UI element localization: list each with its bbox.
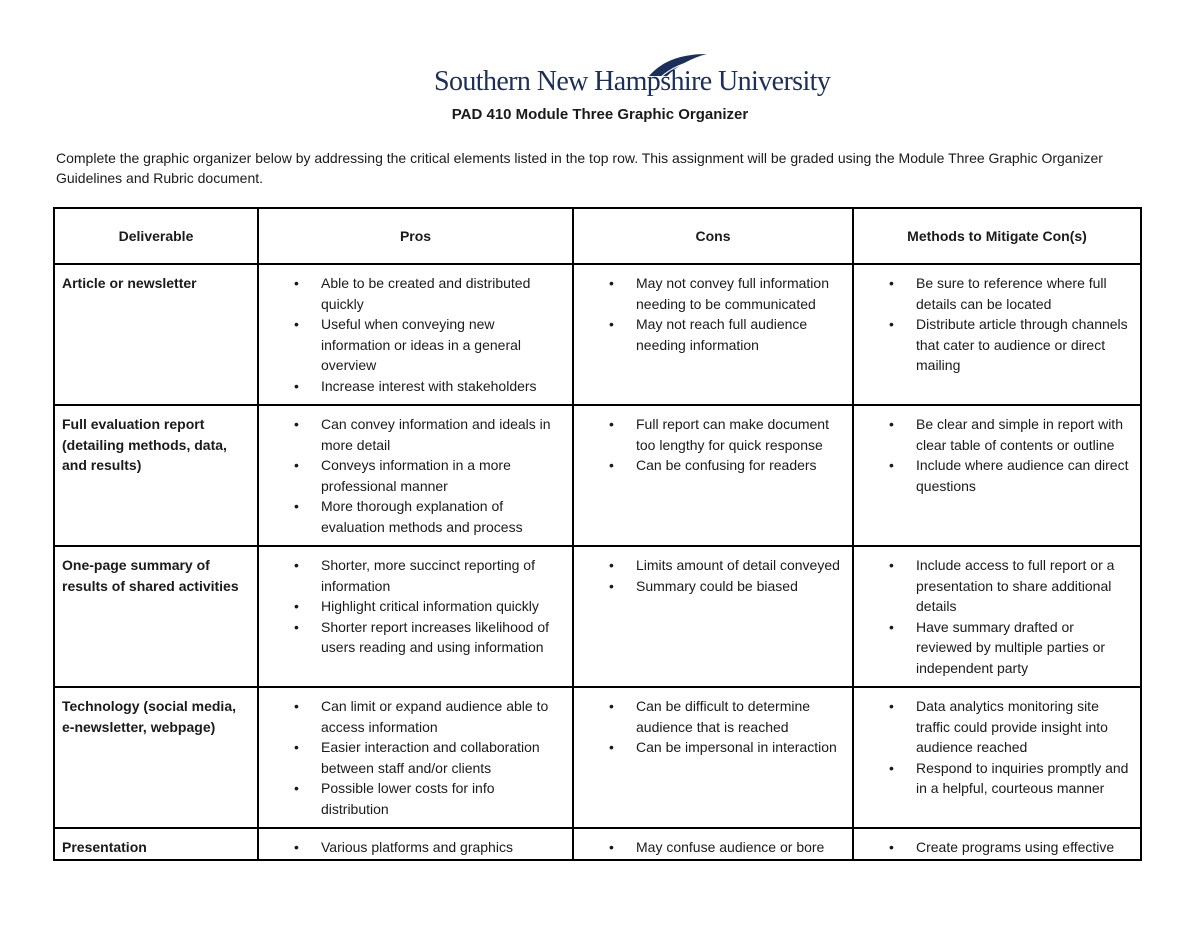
list-item: • Be clear and simple in report with clear table of contents or outline: [861, 414, 1133, 455]
list-item: • Respond to inquiries promptly and in a helpful, courteous manner: [861, 758, 1133, 799]
list-item: • May confuse audience or bore: [581, 837, 845, 858]
list-item: • Can limit or expand audience able to access information: [266, 696, 565, 737]
header-deliverable: Deliverable: [54, 208, 258, 264]
list-item: • Increase interest with stakeholders: [266, 376, 565, 397]
list-item: • Can convey information and ideals in more detail: [266, 414, 565, 455]
list-item: • More thorough explanation of evaluation methods and process: [266, 496, 565, 537]
list-item: • Data analytics monitoring site traffic could provide insight into audience reached: [861, 696, 1133, 758]
list-item: • Shorter report increases likelihood of users reading and using information: [266, 617, 565, 658]
list-item: • Full report can make document too lengthy for quick response: [581, 414, 845, 455]
cons-cell: [573, 264, 853, 405]
list-item: • Useful when conveying new information or ideas in a general overview: [266, 314, 565, 376]
list-item: • Various platforms and graphics: [266, 837, 565, 858]
pros-cell: [258, 405, 573, 546]
list-item: • Include access to full report or a presentation to share additional details: [861, 555, 1133, 617]
list-item: • May not reach full audience needing information: [581, 314, 845, 355]
deliverable-cell: Article or newsletter: [54, 264, 258, 405]
table-row: [54, 828, 1141, 860]
cons-cell: [573, 546, 853, 687]
list-item: • Include where audience can direct questions: [861, 455, 1133, 496]
header-mitigate: Methods to Mitigate Con(s): [853, 208, 1141, 264]
pros-cell: [258, 828, 573, 860]
table-row: [54, 264, 1141, 405]
list-item: • Shorter, more succinct reporting of information: [266, 555, 565, 596]
header-row: [54, 208, 1141, 264]
list-item: • Able to be created and distributed quickly: [266, 273, 565, 314]
cons-cell: [573, 687, 853, 828]
table-row: [54, 687, 1141, 828]
list-item: • May not convey full information needing to be communicated: [581, 273, 845, 314]
deliverable-cell: Full evaluation report (detailing methods, data, and results): [54, 405, 258, 546]
university-name: Southern New Hampshire University: [434, 66, 831, 97]
list-item: • Distribute article through channels that cater to audience or direct mailing: [861, 314, 1133, 376]
cons-cell: [573, 405, 853, 546]
list-item: • Summary could be biased: [581, 576, 845, 597]
mitigate-cell: [853, 264, 1141, 405]
header-cons: Cons: [573, 208, 853, 264]
university-logo: [434, 52, 831, 102]
intro-paragraph: Complete the graphic organizer below by addressing the critical elements listed in the top row. This assignment will be graded using the Module Three Graphic Organizer Guidelines and Rubric document.: [56, 150, 1103, 186]
list-item: • Create programs using effective: [861, 837, 1133, 858]
list-item: • Highlight critical information quickly: [266, 596, 565, 617]
mitigate-cell: [853, 828, 1141, 860]
list-item: • Possible lower costs for info distribution: [266, 778, 565, 819]
deliverable-cell: Technology (social media, e-newsletter, webpage): [54, 687, 258, 828]
list-item: • Can be impersonal in interaction: [581, 737, 845, 758]
list-item: • Have summary drafted or reviewed by multiple parties or independent party: [861, 617, 1133, 679]
table-row: [54, 546, 1141, 687]
list-item: • Easier interaction and collaboration between staff and/or clients: [266, 737, 565, 778]
list-item: • Conveys information in a more professional manner: [266, 455, 565, 496]
pros-cell: [258, 264, 573, 405]
cons-cell: [573, 828, 853, 860]
list-item: • Be sure to reference where full details can be located: [861, 273, 1133, 314]
graphic-organizer-table: [53, 207, 1142, 861]
list-item: • Can be confusing for readers: [581, 455, 845, 476]
pros-cell: [258, 546, 573, 687]
deliverable-cell: One-page summary of results of shared activities: [54, 546, 258, 687]
deliverable-cell: Presentation: [54, 828, 258, 860]
page-title: PAD 410 Module Three Graphic Organizer: [451, 106, 749, 123]
header-pros: Pros: [258, 208, 573, 264]
list-item: • Can be difficult to determine audience that is reached: [581, 696, 845, 737]
pros-cell: [258, 687, 573, 828]
mitigate-cell: [853, 405, 1141, 546]
mitigate-cell: [853, 687, 1141, 828]
mitigate-cell: [853, 546, 1141, 687]
list-item: • Limits amount of detail conveyed: [581, 555, 845, 576]
table-row: [54, 405, 1141, 546]
